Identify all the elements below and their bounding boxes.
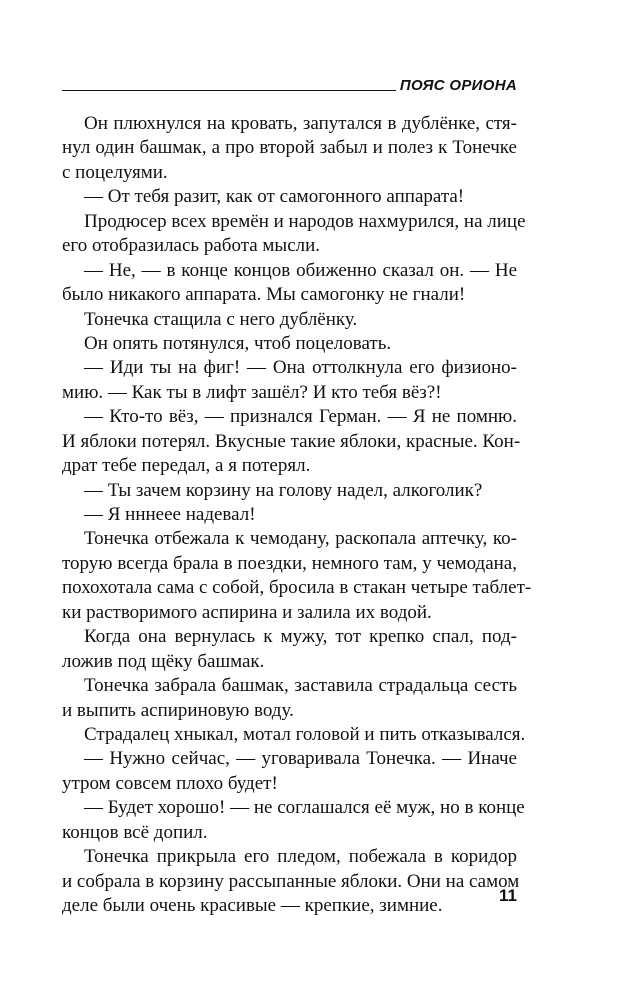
text-line: Он плюхнулся на кровать, запутался в дублёнке, стя- [84, 113, 517, 134]
page-number: 11 [499, 886, 517, 905]
text-line: деле были очень красивые — крепкие, зимние. [62, 895, 443, 916]
text-line: с поцелуями. [62, 161, 168, 183]
text-line: и собрала в корзину рассыпанные яблоки. Они на самом [62, 870, 520, 892]
text-line: — Нужно сейчас, — уговаривала Тонечка. — Иначе [84, 748, 517, 770]
text-line: Продюсер всех времён и народов нахмурился, на лице [84, 210, 526, 232]
text-line: ки растворимого аспирина и залила их водой. [62, 601, 432, 623]
text-line: было никакого аппарата. Мы самогонку не гнали! [62, 284, 466, 306]
running-title: ПОЯС ОРИОНА [399, 77, 517, 94]
text-line: нул один башмак, а про второй забыл и полез к Тонечке [62, 137, 517, 159]
text-line: — Ты зачем корзину на голову надел, алкоголик? [84, 479, 483, 501]
text-line: — От тебя разит, как от самогонного аппарата! [84, 186, 465, 208]
header-rule [62, 90, 396, 91]
text-line: похохотала сама с собой, бросила в стакан четыре таблет- [62, 577, 532, 599]
text-line: Тонечка забрала башмак, заставила страдальца сесть [84, 675, 517, 697]
text-line: — Не, — в конце концов обиженно сказал он. — Не [84, 259, 517, 281]
body-text [62, 112, 532, 918]
text-line: — Будет хорошо! — не соглашался её муж, но в конце [84, 797, 525, 819]
text-line: — Я нннеее надевал! [84, 504, 256, 525]
text-line: его отобразилась работа мысли. [62, 235, 321, 257]
text-line: Тонечка отбежала к чемодану, раскопала аптечку, ко- [84, 528, 517, 550]
text-line: Тонечка прикрыла его пледом, побежала в коридор [84, 846, 517, 868]
text-line: Тонечка стащила с него дублёнку. [84, 308, 358, 330]
text-line: торую всегда брала в поездки, немного там, у чемодана, [62, 552, 517, 574]
text-line: Он опять потянулся, чтоб поцеловать. [84, 332, 392, 354]
text-line: и выпить аспириновую воду. [62, 699, 294, 721]
text-line: концов всё допил. [62, 821, 208, 843]
text-line: Страдалец хныкал, мотал головой и пить отказывался. [84, 723, 526, 745]
text-line: И яблоки потерял. Вкусные такие яблоки, красные. Кон- [62, 430, 521, 452]
text-line: — Иди ты на фиг! — Она оттолкнула его физионо- [84, 357, 517, 379]
text-line: утром совсем плохо будет! [62, 772, 278, 794]
text-line: драт тебе передал, а я потерял. [62, 455, 311, 477]
text-line: мию. — Как ты в лифт зашёл? И кто тебя вёз?! [62, 381, 442, 403]
text-line: ложив под щёку башмак. [62, 650, 265, 672]
text-line: — Кто-то вёз, — признался Герман. — Я не помню. [84, 406, 517, 428]
text-line: Когда она вернулась к мужу, тот крепко спал, под- [84, 626, 517, 648]
